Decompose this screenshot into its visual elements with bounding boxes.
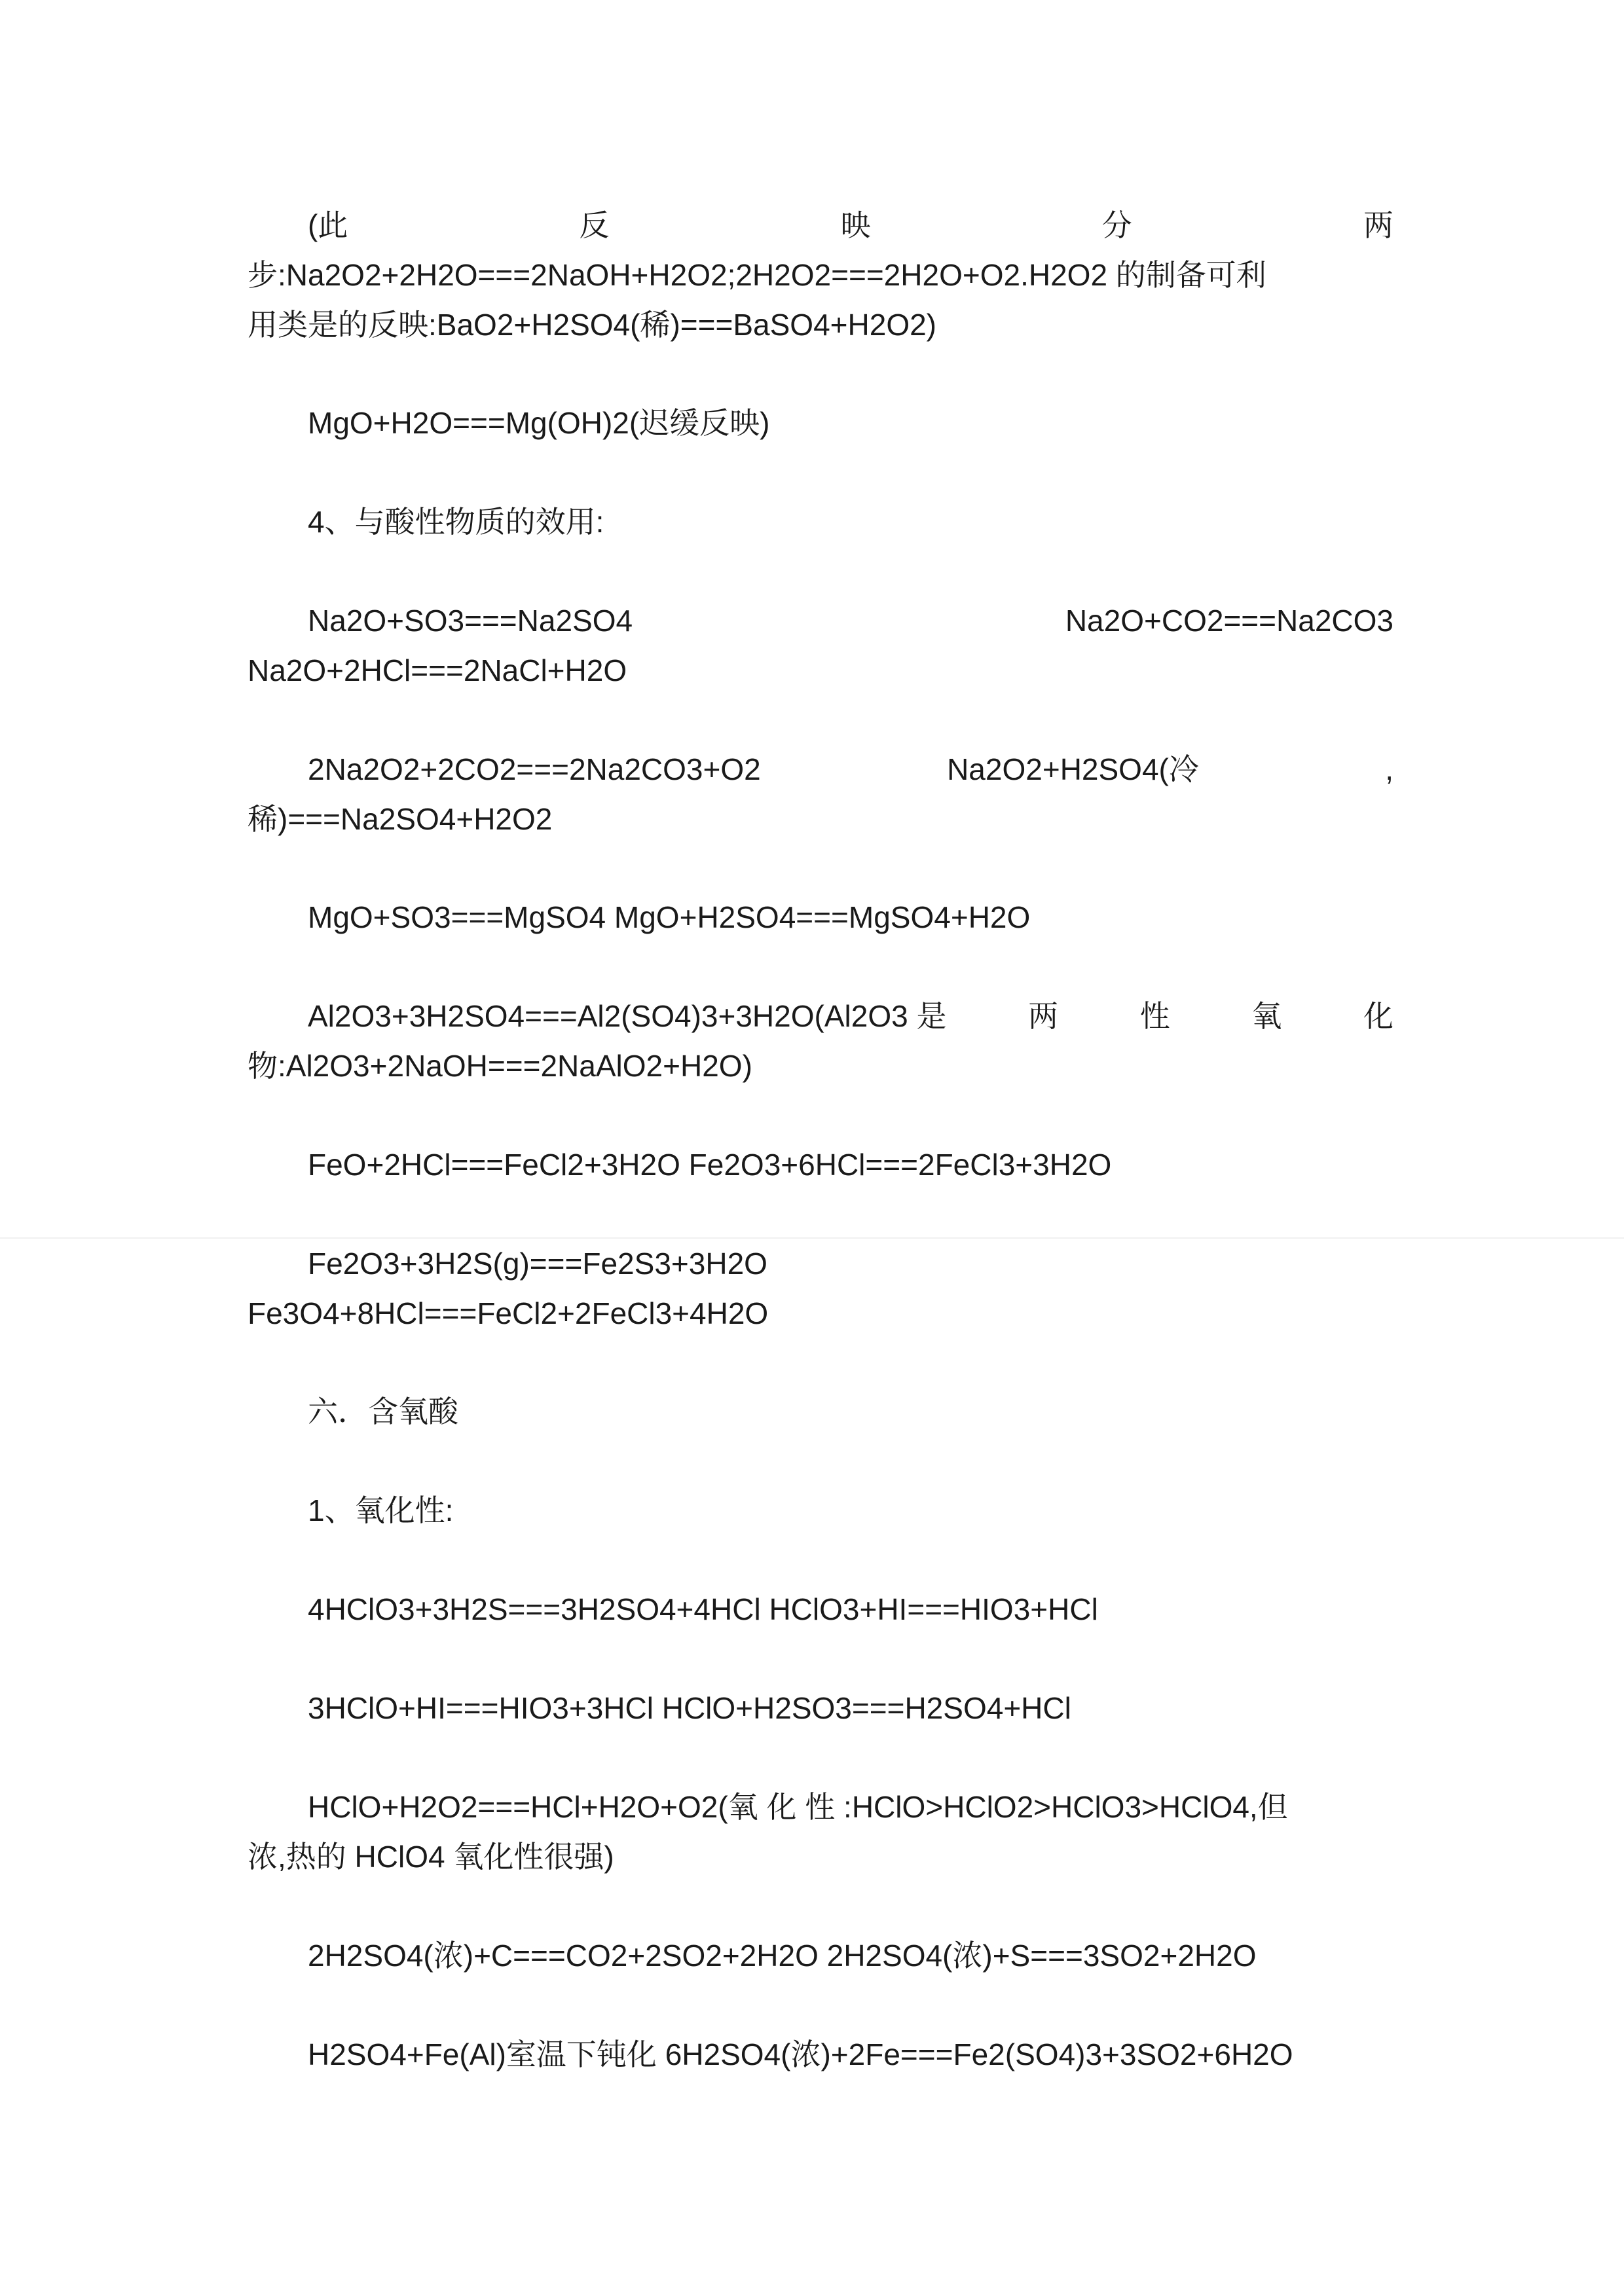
word: 映 (840, 208, 871, 242)
word: 反 (579, 208, 610, 242)
word: 两 (1028, 999, 1059, 1033)
paragraph-na2o2-reactions (248, 744, 1393, 844)
equation: Na2O+SO3===Na2SO4 (308, 604, 633, 638)
text-line: MgO+H2O===Mg(OH)2(迟缓反映) (308, 406, 770, 440)
paragraph-al2o3-reactions (248, 991, 1393, 1091)
word: 氧 (1251, 999, 1282, 1033)
faint-divider (0, 1237, 1624, 1239)
three-column-line (248, 744, 1393, 794)
word: 化 (1363, 999, 1393, 1033)
text-line: Na2O+2HCl===2NaCl+H2O (248, 653, 627, 687)
text-line: 六．含氧酸 (308, 1394, 458, 1429)
paragraph-iron-oxide-hcl (248, 1140, 1393, 1190)
text-line: 浓,热的 HClO4 氧化性很强) (248, 1840, 614, 1874)
text-line: HClO+H2O2===HCl+H2O+O2(氧 化 性 :HClO>HClO2>HClO3>HClO4,但 (308, 1790, 1288, 1824)
section-heading-oxyacids (248, 1387, 1393, 1436)
paragraph-h2so4-conc (248, 1931, 1393, 1980)
paragraph-hclo-reactions (248, 1683, 1393, 1733)
paragraph-iron-oxide-other (248, 1239, 1393, 1338)
document-page (248, 0, 1393, 2296)
paragraph-hclo-h2o2 (248, 1782, 1393, 1882)
paragraph-h2so4-passivation (248, 2030, 1393, 2079)
justified-line (248, 991, 1393, 1041)
text-line: MgO+SO3===MgSO4 MgO+H2SO4===MgSO4+H2O (308, 900, 1031, 934)
subsection-heading-oxidizing (248, 1485, 1393, 1535)
word: Al2O3+3H2SO4===Al2(SO4)3+3H2O(Al2O3 是 (308, 999, 947, 1033)
word: 两 (1363, 208, 1393, 242)
two-column-line (248, 596, 1393, 646)
paragraph-hclo3-reactions (248, 1584, 1393, 1634)
word: (此 (308, 208, 348, 242)
paragraph-mgo-reactions (248, 892, 1393, 942)
text-line: 物:Al2O3+2NaOH===2NaAlO2+H2O) (248, 1049, 752, 1083)
section-heading-acidic-substances (248, 497, 1393, 547)
justified-line (248, 200, 1393, 250)
word: 性 (1139, 999, 1170, 1033)
text-line: Fe2O3+3H2S(g)===Fe2S3+3H2O (308, 1247, 767, 1281)
paragraph-na2o-reactions (248, 596, 1393, 695)
text-line: 1、氧化性: (308, 1493, 454, 1527)
text-line: 4HClO3+3H2S===3H2SO4+4HCl HClO3+HI===HIO3+HCl (308, 1592, 1098, 1626)
equation: Na2O+CO2===Na2CO3 (1065, 604, 1393, 638)
equation: Na2O2+H2SO4(冷 (947, 752, 1199, 786)
text-line: 3HClO+HI===HIO3+3HCl HClO+H2SO3===H2SO4+HCl (308, 1691, 1071, 1725)
text-line: 步:Na2O2+2H2O===2NaOH+H2O2;2H2O2===2H2O+O2.H2O2 的制备可利 (248, 258, 1266, 292)
text-line: 4、与酸性物质的效用: (308, 505, 604, 539)
equation: 2Na2O2+2CO2===2Na2CO3+O2 (308, 752, 761, 786)
word: 分 (1101, 208, 1132, 242)
text-line: H2SO4+Fe(Al)室温下钝化 6H2SO4(浓)+2Fe===Fe2(SO4)3+3SO2+6H2O (308, 2037, 1293, 2071)
text-line: FeO+2HCl===FeCl2+3H2O Fe2O3+6HCl===2FeCl3+3H2O (308, 1148, 1112, 1182)
text-line: Fe3O4+8HCl===FeCl2+2FeCl3+4H2O (248, 1296, 769, 1330)
paragraph-peroxide-reaction (248, 200, 1393, 350)
text-line: 稀)===Na2SO4+H2O2 (248, 802, 553, 836)
text-line: 2H2SO4(浓)+C===CO2+2SO2+2H2O 2H2SO4(浓)+S===3SO2+2H2O (308, 1939, 1257, 1973)
punctuation: , (1385, 752, 1393, 786)
paragraph-mgo-water (248, 398, 1393, 448)
text-line: 用类是的反映:BaO2+H2SO4(稀)===BaSO4+H2O2) (248, 308, 937, 342)
